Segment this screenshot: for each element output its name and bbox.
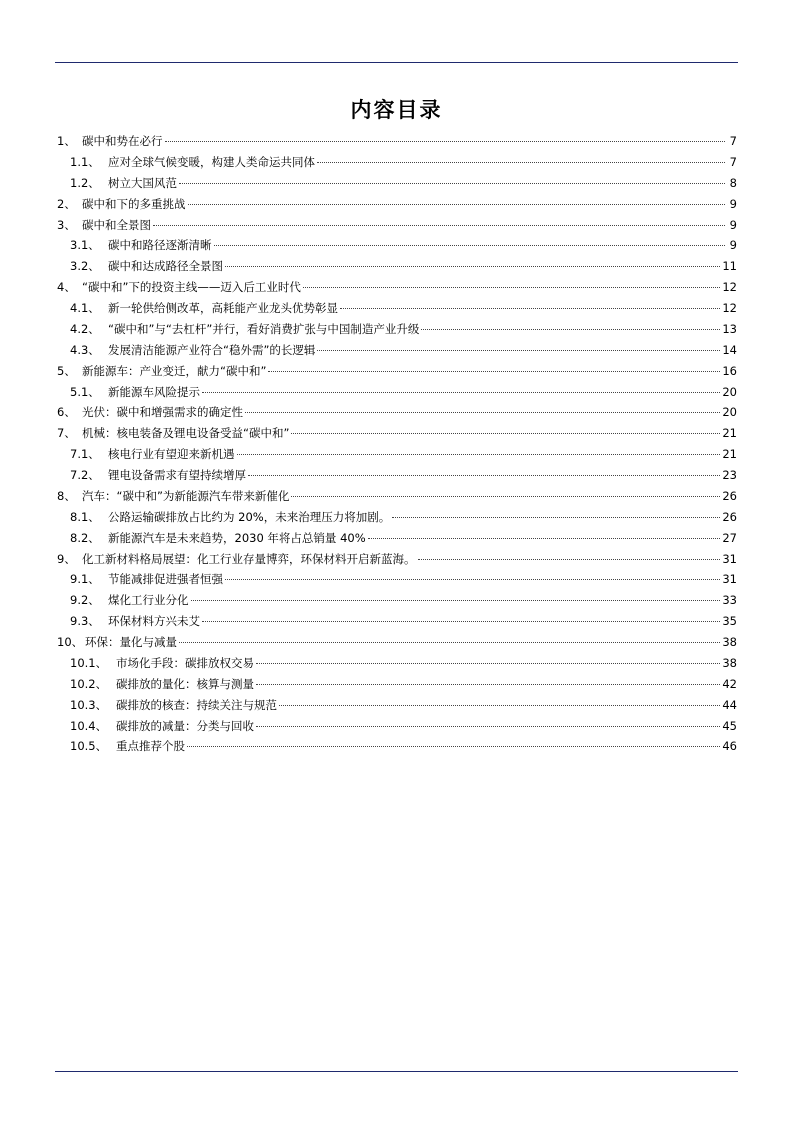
toc-entry[interactable] bbox=[57, 402, 737, 423]
toc-entry-page-number: 21 bbox=[722, 447, 737, 462]
toc-entry[interactable] bbox=[57, 256, 737, 277]
toc-entry-page-number: 35 bbox=[722, 614, 737, 629]
toc-dot-leader bbox=[179, 642, 720, 643]
toc-entry-page-number: 23 bbox=[722, 468, 737, 482]
toc-dot-leader bbox=[256, 663, 720, 664]
toc-entry-label: 环保材料方兴未艾 bbox=[108, 614, 200, 629]
toc-dot-leader bbox=[191, 600, 721, 601]
toc-entry-number: 6、 bbox=[57, 405, 76, 420]
toc-dot-leader bbox=[245, 412, 720, 413]
toc-entry-label: 煤化工行业分化 bbox=[108, 593, 189, 608]
toc-entry-label: 碳排放的核查：持续关注与规范 bbox=[116, 697, 277, 712]
toc-entry[interactable] bbox=[57, 465, 737, 486]
toc-entry-page-number: 20 bbox=[722, 384, 737, 399]
toc-dot-leader bbox=[202, 621, 720, 622]
toc-entry-page-number: 7 bbox=[729, 154, 737, 169]
toc-entry[interactable] bbox=[57, 277, 737, 298]
toc-entry-label: 汽车：“碳中和”为新能源汽车带来新催化 bbox=[82, 488, 290, 503]
toc-dot-leader bbox=[256, 726, 720, 727]
toc-entry-number: 7、 bbox=[57, 426, 76, 441]
toc-entry[interactable] bbox=[57, 569, 737, 590]
toc-entry-number: 1.1、 bbox=[70, 154, 100, 169]
toc-entry-number: 9.3、 bbox=[70, 614, 100, 629]
toc-entry-page-number: 44 bbox=[722, 697, 737, 712]
toc-dot-leader bbox=[291, 433, 720, 434]
toc-entry-number: 3、 bbox=[57, 217, 76, 232]
toc-entry-label: 发展清洁能源产业符合“稳外需”的长逻辑 bbox=[108, 342, 316, 357]
toc-entry-page-number: 26 bbox=[722, 509, 737, 524]
toc-entry[interactable] bbox=[57, 423, 737, 444]
toc-dot-leader bbox=[248, 475, 720, 476]
toc-entry-label: 重点推荐个股 bbox=[116, 739, 185, 754]
toc-entry-label: “碳中和”下的投资主线——迈入后工业时代 bbox=[82, 280, 301, 295]
toc-entry-page-number: 14 bbox=[722, 342, 737, 357]
toc-dot-leader bbox=[279, 705, 720, 706]
toc-entry-number: 8.1、 bbox=[70, 509, 100, 524]
toc-entry-label: “碳中和”与“去杠杆”并行，看好消费扩张与中国制造产业升级 bbox=[108, 321, 420, 336]
footer-rule bbox=[55, 1071, 738, 1072]
toc-entry-label: 碳中和路径逐渐清晰 bbox=[108, 238, 212, 253]
toc-entry-number: 10.5、 bbox=[70, 739, 108, 754]
toc-entry-page-number: 38 bbox=[722, 635, 737, 649]
toc-entry-page-number: 8 bbox=[729, 175, 737, 190]
toc-entry-number: 10.2、 bbox=[70, 676, 108, 691]
toc-entry-number: 9.2、 bbox=[70, 593, 100, 608]
toc-dot-leader bbox=[268, 371, 720, 372]
toc-entry-label: 碳中和全景图 bbox=[82, 217, 151, 232]
toc-entry-page-number: 16 bbox=[722, 363, 737, 378]
toc-entry-page-number: 31 bbox=[722, 572, 737, 587]
toc-entry-page-number: 12 bbox=[722, 280, 737, 295]
toc-entry-number: 2、 bbox=[57, 196, 76, 211]
toc-entry-page-number: 42 bbox=[722, 676, 737, 691]
toc-entry-page-number: 33 bbox=[722, 593, 737, 608]
toc-entry[interactable] bbox=[57, 674, 737, 695]
toc-entry[interactable] bbox=[57, 131, 737, 152]
toc-entry-label: 锂电设备需求有望持续增厚 bbox=[108, 468, 246, 482]
page-title: 内容目录 bbox=[350, 97, 443, 122]
toc-entry-number: 8、 bbox=[57, 488, 76, 503]
toc-dot-leader bbox=[214, 245, 726, 246]
toc-entry-page-number: 46 bbox=[722, 739, 737, 754]
toc-dot-leader bbox=[291, 496, 720, 497]
toc-entry[interactable] bbox=[57, 611, 737, 632]
toc-dot-leader bbox=[179, 183, 725, 184]
toc-entry[interactable] bbox=[57, 173, 737, 194]
toc-entry[interactable] bbox=[57, 194, 737, 215]
toc-entry[interactable] bbox=[57, 549, 737, 570]
toc-entry-page-number: 31 bbox=[722, 551, 737, 566]
toc-entry-page-number: 9 bbox=[729, 196, 737, 211]
table-of-contents bbox=[57, 131, 737, 757]
toc-entry-page-number: 13 bbox=[722, 321, 737, 336]
toc-entry-page-number: 9 bbox=[729, 217, 737, 232]
header-rule bbox=[55, 62, 738, 63]
toc-dot-leader bbox=[237, 454, 721, 455]
toc-dot-leader bbox=[188, 204, 726, 205]
toc-entry-label: 新能源车：产业变迁，献力“碳中和” bbox=[82, 363, 267, 378]
toc-dot-leader bbox=[317, 162, 725, 163]
toc-entry-number: 5、 bbox=[57, 363, 76, 378]
toc-entry[interactable] bbox=[57, 507, 737, 528]
toc-entry-label: 节能减排促进强者恒强 bbox=[108, 572, 223, 587]
toc-entry-number: 10、 bbox=[57, 635, 84, 649]
toc-dot-leader bbox=[225, 579, 720, 580]
toc-entry-number: 4、 bbox=[57, 280, 76, 295]
toc-entry-number: 7.1、 bbox=[70, 447, 100, 462]
toc-entry[interactable] bbox=[57, 298, 737, 319]
toc-entry-number: 5.1、 bbox=[70, 384, 100, 399]
toc-entry[interactable] bbox=[57, 235, 737, 256]
toc-entry-label: 新能源汽车是未来趋势，2030 年将占总销量 40% bbox=[108, 530, 366, 545]
toc-entry[interactable] bbox=[57, 152, 737, 173]
toc-entry[interactable] bbox=[57, 444, 737, 465]
toc-entry[interactable] bbox=[57, 340, 737, 361]
toc-entry-number: 1、 bbox=[57, 134, 76, 148]
toc-entry[interactable] bbox=[57, 736, 737, 757]
toc-dot-leader bbox=[153, 225, 725, 226]
toc-entry[interactable] bbox=[57, 653, 737, 674]
toc-entry[interactable] bbox=[57, 382, 737, 403]
toc-entry-number: 4.3、 bbox=[70, 342, 100, 357]
toc-entry-label: 化工新材料格局展望：化工行业存量博弈，环保材料开启新蓝海。 bbox=[82, 551, 416, 566]
toc-entry-page-number: 26 bbox=[722, 488, 737, 503]
toc-entry[interactable] bbox=[57, 528, 737, 549]
toc-entry-number: 1.2、 bbox=[70, 175, 100, 190]
toc-entry[interactable] bbox=[57, 215, 737, 236]
toc-entry-number: 4.2、 bbox=[70, 321, 100, 336]
toc-entry[interactable] bbox=[57, 716, 737, 737]
toc-entry-page-number: 38 bbox=[722, 655, 737, 670]
toc-dot-leader bbox=[187, 746, 720, 747]
toc-dot-leader bbox=[225, 266, 720, 267]
toc-entry-label: 新能源车风险提示 bbox=[108, 384, 200, 399]
toc-entry-page-number: 21 bbox=[722, 426, 737, 441]
toc-dot-leader bbox=[368, 538, 721, 539]
toc-dot-leader bbox=[202, 392, 720, 393]
toc-entry-page-number: 20 bbox=[722, 405, 737, 420]
toc-entry-label: 新一轮供给侧改革，高耗能产业龙头优势彰显 bbox=[108, 301, 338, 315]
toc-entry[interactable] bbox=[57, 361, 737, 382]
toc-dot-leader bbox=[256, 684, 720, 685]
toc-entry-number: 3.1、 bbox=[70, 238, 100, 253]
toc-entry-number: 10.4、 bbox=[70, 718, 108, 733]
toc-dot-leader bbox=[303, 287, 720, 288]
toc-entry-label: 市场化手段：碳排放权交易 bbox=[116, 655, 254, 670]
toc-entry-number: 10.3、 bbox=[70, 697, 108, 712]
toc-entry-page-number: 45 bbox=[722, 718, 737, 733]
toc-entry-page-number: 9 bbox=[729, 238, 737, 253]
toc-entry-number: 8.2、 bbox=[70, 530, 100, 545]
toc-entry-label: 碳中和达成路径全景图 bbox=[108, 259, 223, 274]
toc-entry-label: 核电行业有望迎来新机遇 bbox=[108, 447, 235, 462]
toc-entry[interactable] bbox=[57, 486, 737, 507]
toc-entry[interactable] bbox=[57, 632, 737, 653]
toc-entry-number: 9.1、 bbox=[70, 572, 100, 587]
toc-entry-label: 树立大国风范 bbox=[108, 175, 177, 190]
toc-dot-leader bbox=[418, 559, 721, 560]
toc-dot-leader bbox=[421, 329, 720, 330]
toc-entry-page-number: 7 bbox=[729, 134, 737, 148]
toc-entry-page-number: 27 bbox=[722, 530, 737, 545]
toc-dot-leader bbox=[165, 141, 726, 142]
toc-entry-page-number: 11 bbox=[722, 259, 737, 274]
toc-entry-number: 3.2、 bbox=[70, 259, 100, 274]
toc-entry-label: 公路运输碳排放占比约为 20%，未来治理压力将加剧。 bbox=[108, 509, 391, 524]
toc-entry[interactable] bbox=[57, 590, 737, 611]
toc-dot-leader bbox=[392, 517, 720, 518]
toc-entry-label: 碳排放的减量：分类与回收 bbox=[116, 718, 254, 733]
toc-entry-label: 碳排放的量化：核算与测量 bbox=[116, 676, 254, 691]
toc-entry-number: 7.2、 bbox=[70, 468, 100, 482]
toc-entry-label: 应对全球气候变暖，构建人类命运共同体 bbox=[108, 154, 315, 169]
toc-entry-label: 碳中和势在必行 bbox=[82, 134, 163, 148]
toc-entry[interactable] bbox=[57, 695, 737, 716]
toc-entry-number: 4.1、 bbox=[70, 301, 100, 315]
toc-dot-leader bbox=[317, 350, 720, 351]
toc-entry-number: 10.1、 bbox=[70, 655, 108, 670]
toc-entry-number: 9、 bbox=[57, 551, 76, 566]
toc-entry-label: 环保：量化与减量 bbox=[85, 635, 177, 649]
toc-entry[interactable] bbox=[57, 319, 737, 340]
toc-dot-leader bbox=[340, 308, 720, 309]
toc-entry-label: 光伏：碳中和增强需求的确定性 bbox=[82, 405, 243, 420]
toc-entry-label: 机械：核电装备及锂电设备受益“碳中和” bbox=[82, 426, 290, 441]
toc-entry-label: 碳中和下的多重挑战 bbox=[82, 196, 186, 211]
toc-entry-page-number: 12 bbox=[722, 301, 737, 315]
